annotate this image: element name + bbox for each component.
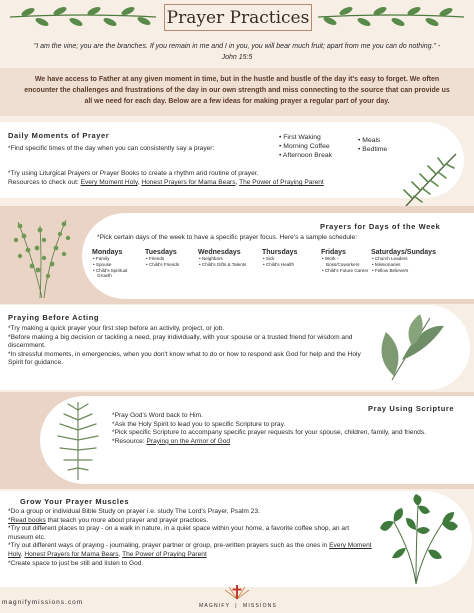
day-item: • Child's Friends bbox=[145, 262, 195, 268]
day-name: Tuesdays bbox=[145, 249, 177, 256]
day-column-weekends bbox=[371, 249, 467, 273]
day-items bbox=[145, 256, 195, 268]
link-honest-prayers-2[interactable]: Honest Prayers for Mama Bears bbox=[24, 550, 119, 558]
scripture-line-2: *Ask the Holy Spirit to lead you to specific Scripture to pray. bbox=[112, 420, 286, 428]
day-item: • Fellow Believers bbox=[371, 268, 467, 274]
scripture-line-1: *Pray God's Word back to Him. bbox=[112, 412, 203, 419]
link-armor-of-god[interactable]: Praying on the Armor of God bbox=[146, 437, 231, 445]
day-item: • Friends bbox=[145, 256, 195, 262]
intro-text: We have access to Father at any given moment in time, but in the hustle and bustle of the day it's easy to forget. We often encounter the challenges and frustrations of the day in our own strength and miss connecting to the source that can provide us all we need for each day. Below are a few ideas for making prayer a regular part of your day. bbox=[24, 76, 450, 105]
muscles-line-4: *Try out different ways of praying - journaling, prayer partner or group, pre-written prayers such as the ones in Every Moment Holy, Honest Prayers for Mama Bears, The Power of Praying Parent bbox=[8, 542, 372, 558]
daily-line-1: *Find specific times of the day when you can consistently say a prayer: bbox=[8, 145, 215, 152]
muscles-line-3: *Try out different places to pray - on a walk in nature, in a quiet space within your home, a favorite coffee shop, an art museum etc. bbox=[8, 525, 350, 541]
day-name: Fridays bbox=[321, 249, 346, 256]
time-item: • Bedtime bbox=[358, 145, 387, 154]
day-item: • Sick bbox=[262, 256, 317, 262]
acting-line-1: *Try making a quick prayer your first step before an activity, project, or job. bbox=[8, 325, 225, 332]
week-section-title: Prayers for Days of the Week bbox=[320, 222, 441, 231]
day-items bbox=[321, 256, 371, 273]
scripture-line-3: *Pick specific Scripture to accompany specific prayer requests for your spouse, children, family, and friends. bbox=[112, 429, 426, 437]
daily-resources: Resources to check out: Every Moment Holy, Honest Prayers for Mama Bears, The Power of Praying Parent bbox=[8, 179, 324, 186]
vine-left-decoration bbox=[8, 6, 158, 28]
link-every-moment-holy[interactable]: Every Moment Holy bbox=[80, 179, 138, 186]
acting-text bbox=[8, 325, 370, 368]
sunburst-cross-logo bbox=[223, 584, 251, 600]
link-every-moment-holy-2[interactable]: Every Moment Holy bbox=[8, 542, 372, 558]
time-item: • Meals bbox=[358, 136, 387, 145]
muscles-line-1: *Do a group or individual Bible Study on prayer i.e. study The Lord's Prayer, Psalm 23. bbox=[8, 508, 260, 515]
daily-line-2: *Try using Liturgical Prayers or Prayer Books to create a rhythm and routine of prayer. bbox=[8, 170, 259, 177]
day-item: • Child's Spiritual Growth bbox=[92, 268, 142, 280]
link-power-of-praying-parent[interactable]: The Power of Praying Parent bbox=[239, 179, 324, 186]
day-item: • Missionaries bbox=[371, 262, 467, 268]
cilantro-image bbox=[372, 494, 460, 586]
day-item: • Church Leaders bbox=[371, 256, 467, 262]
daily-times-col-2 bbox=[358, 136, 387, 154]
scripture-section-title: Pray Using Scripture bbox=[368, 404, 455, 413]
vine-right-decoration bbox=[316, 6, 466, 28]
page-title: Prayer Practices bbox=[164, 4, 312, 31]
day-item: • Work - Boss/Coworkers bbox=[321, 256, 371, 268]
day-column-wednesdays bbox=[198, 249, 258, 268]
link-honest-prayers[interactable]: Honest Prayers for Mama Bears bbox=[141, 179, 236, 186]
day-item: • Family bbox=[92, 256, 142, 262]
resources-label: Resources to check out: bbox=[8, 179, 79, 186]
scripture-resource: *Resource: Praying on the Armor of God bbox=[112, 437, 231, 445]
day-items bbox=[262, 256, 317, 268]
muscles-text bbox=[8, 508, 372, 568]
day-item: • Child's Gifts & Talents bbox=[198, 262, 258, 268]
link-power-of-praying-parent-2[interactable]: The Power of Praying Parent bbox=[122, 550, 207, 558]
scripture-text bbox=[112, 412, 468, 446]
day-column-tuesdays bbox=[145, 249, 195, 268]
week-instructions: *Pick certain days of the week to have a specific prayer focus. Here's a sample schedule: bbox=[97, 234, 358, 241]
day-items bbox=[371, 256, 467, 273]
day-name: Saturdays/Sundays bbox=[371, 249, 436, 256]
time-item: • Morning Coffee bbox=[279, 142, 332, 151]
muscles-section-title: Grow Your Prayer Muscles bbox=[20, 497, 130, 506]
brand-divider: | bbox=[232, 603, 241, 609]
muscles-line-5: *Create space to just be still and listen to God. bbox=[8, 559, 144, 567]
scripture-quote: "I am the vine; you are the branches. If you remain in me and I in you, you will bear much fruit; apart from me you can do nothing." - John 15:5 bbox=[33, 43, 441, 61]
daily-section-title: Daily Moments of Prayer bbox=[8, 131, 110, 140]
day-items bbox=[92, 256, 142, 279]
day-column-thursdays bbox=[262, 249, 317, 268]
sage-leaves-image bbox=[372, 310, 452, 386]
herb-sprig-image bbox=[50, 398, 106, 482]
day-items bbox=[198, 256, 258, 268]
time-item: • Afternoon Break bbox=[279, 151, 332, 160]
day-column-mondays bbox=[92, 249, 142, 279]
day-name: Thursdays bbox=[262, 249, 298, 256]
rosemary-sprig-image bbox=[400, 150, 460, 210]
acting-section-title: Praying Before Acting bbox=[8, 313, 100, 322]
acting-line-3: *In stressful moments, in emergencies, when you don't know what to do or how to respond ask God for help and the Holy Spirit for guidance. bbox=[8, 350, 361, 367]
time-item: • First Waking bbox=[279, 133, 332, 142]
day-item: • Child's Health bbox=[262, 262, 317, 268]
day-item: • Child's Future Career bbox=[321, 268, 371, 274]
link-read-books[interactable]: *Read books bbox=[8, 516, 46, 524]
footer-website[interactable]: magnifymissions.com bbox=[2, 599, 84, 606]
day-name: Mondays bbox=[92, 249, 123, 256]
day-item: • Neighbors bbox=[198, 256, 258, 262]
day-item: • Spouse bbox=[92, 262, 142, 268]
day-column-fridays bbox=[321, 249, 371, 273]
day-name: Wednesdays bbox=[198, 249, 241, 256]
muscles-line-2: *Read books that teach you more about prayer and prayer practices. bbox=[8, 516, 209, 524]
daily-times-col-1 bbox=[279, 133, 332, 160]
acting-line-2: *Before making a big decision or tackling a need, pray individually, with your spouse or a trusted friend for wisdom and discernment. bbox=[8, 333, 353, 350]
brand-wordmark: MAGNIFY | MISSIONS bbox=[198, 603, 278, 609]
thyme-sprigs-image bbox=[4, 212, 80, 300]
